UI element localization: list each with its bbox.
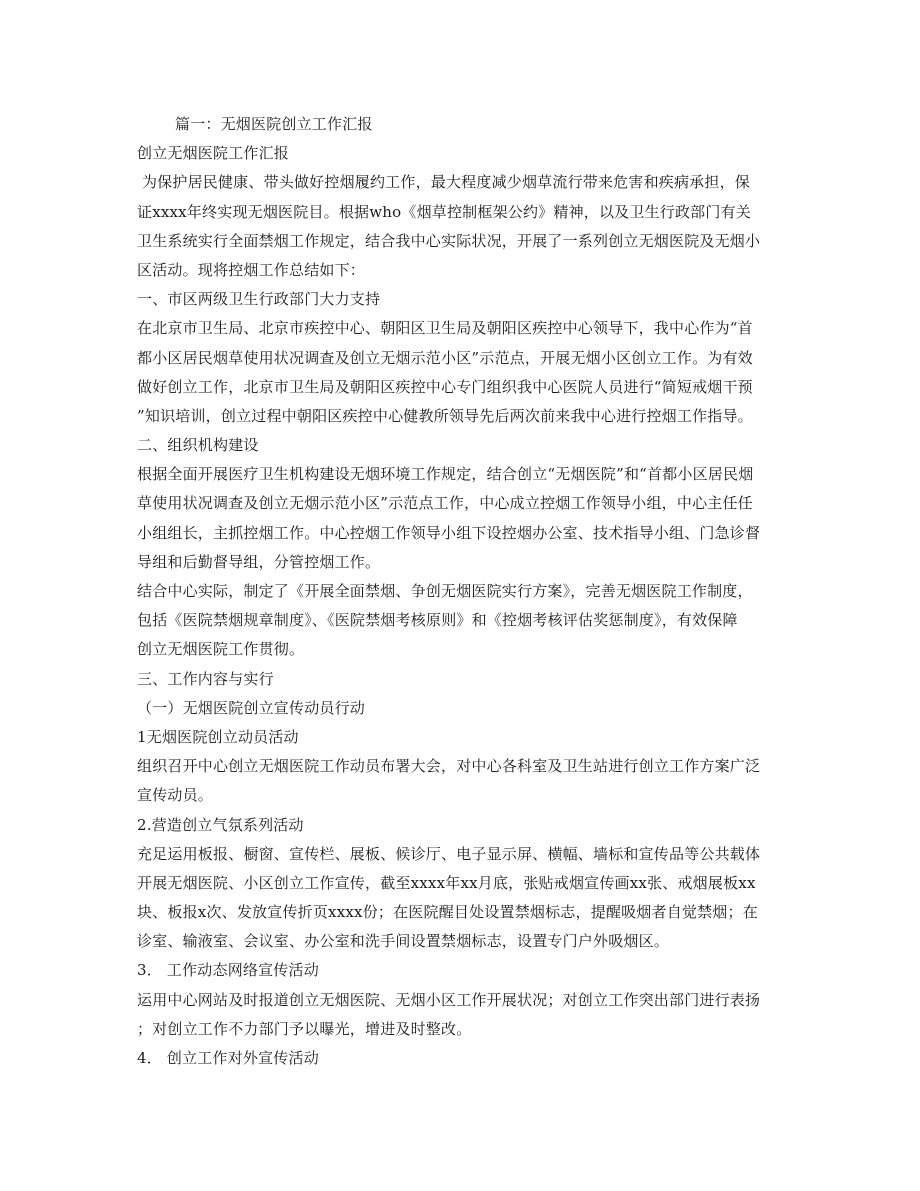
text-line: 2.营造创立气氛系列活动 [137,815,304,834]
text-line: 诊室、输液室、会议室、办公室和洗手间设置禁烟标志，设置专门户外吸烟区。 [137,932,670,951]
text-line: ”知识培训，创立过程中朝阳区疾控中心健教所领导先后两次前来我中心进行控烟工作指导。 [137,406,753,425]
text-line: 为保护居民健康、带头做好控烟履约工作，最大程度减少烟草流行带来危害和疾病承担，保 [137,173,750,192]
text-line: 二、组织机构建设 [137,436,259,455]
document-title: 篇一：无烟医院创立工作汇报 [175,115,373,133]
text-line: 根据全面开展医疗卫生机构建设无烟环境工作规定，结合创立“无烟医院”和“首都小区居民烟 [137,465,754,484]
text-line: 小组组长，主抓控烟工作。中心控烟工作领导小组下设控烟办公室、技术指导小组、门急诊督 [137,523,761,542]
text-line: 充足运用板报、橱窗、宣传栏、展板、候诊厅、电子显示屏、横幅、墙标和宣传品等公共载体 [137,844,761,863]
text-line: 宣传动员。 [137,786,214,805]
text-line: 创立无烟医院工作贯彻。 [137,640,305,659]
text-line: 结合中心实际，制定了《开展全面禁烟、争创无烟医院实行方案》，完善无烟医院工作制度， [137,582,753,600]
text-line: （一）无烟医院创立宣传动员行动 [137,698,366,717]
text-line: 1无烟医院创立动员活动 [137,727,299,746]
document-body [137,110,789,1073]
text-line: ；对创立工作不力部门予以曝光，增进及时整改。 [137,1019,472,1038]
text-line: 证xxxx年终实现无烟医院目。根据who《烟草控制框架公约》精神，以及卫生行政部门有关 [137,202,751,221]
document-paragraphs [137,168,789,1073]
text-line: 卫生系统实行全面禁烟工作规定，结合我中心实际状况，开展了一系列创立无烟医院及无烟小 [137,231,761,250]
text-line: 4． 创立工作对外宣传活动 [137,1049,319,1067]
text-line: 草使用状况调查及创立无烟示范小区”示范点工作，中心成立控烟工作领导小组，中心主任任 [137,494,753,513]
text-line: 在北京市卫生局、北京市疾控中心、朝阳区卫生局及朝阳区疾控中心领导下，我中心作为“首 [137,319,753,338]
text-line: 开展无烟医院、小区创立工作宣传，截至xxxx年xx月底，张贴戒烟宣传画xx张、戒烟展板xx [137,873,756,892]
text-line: 一、市区两级卫生行政部门大力支持 [137,290,381,309]
text-line: 包括《医院禁烟规章制度》、《医院禁烟考核原则》和《控烟考核评估奖惩制度》，有效保障 [137,611,738,630]
text-line: 3． 工作动态网络宣传活动 [137,961,319,980]
text-line: 运用中心网站及时报道创立无烟医院、无烟小区工作开展状况；对创立工作突出部门进行表扬 [137,990,761,1009]
text-line: 都小区居民烟草使用状况调查及创立无烟示范小区”示范点，开展无烟小区创立工作。为有效 [137,348,753,367]
text-line: 区活动。现将控烟工作总结如下： [137,260,366,279]
text-line: 三、工作内容与实行 [137,669,274,688]
text-line: 块、板报x次、发放宣传折页xxxx份；在医院醒目处设置禁烟标志，提醒吸烟者自觉禁烟；在 [137,903,758,922]
document-subtitle: 创立无烟医院工作汇报 [137,144,290,163]
text-line: 组织召开中心创立无烟医院工作动员布署大会，对中心各科室及卫生站进行创立工作方案广泛 [137,757,761,776]
text-line: 做好创立工作，北京市卫生局及朝阳区疾控中心专门组织我中心医院人员进行“简短戒烟干预 [137,377,753,396]
text-line: 导组和后勤督导组，分管控烟工作。 [137,552,381,571]
